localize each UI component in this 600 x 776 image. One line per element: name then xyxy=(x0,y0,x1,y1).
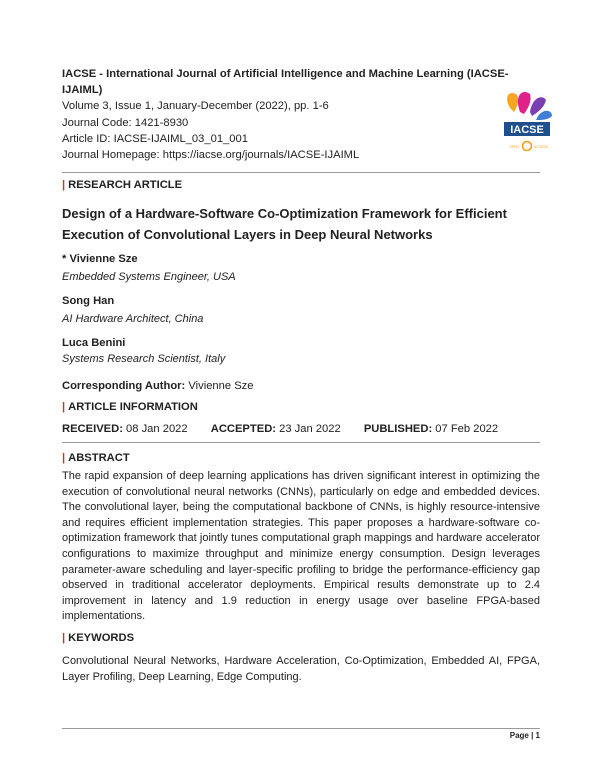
author-name: Song Han xyxy=(62,295,115,307)
author-affiliation: Systems Research Scientist, Italy xyxy=(62,353,226,365)
received-date: RECEIVED: 08 Jan 2022 xyxy=(62,423,188,435)
journal-header xyxy=(62,66,540,163)
article-dates xyxy=(62,423,540,435)
logo-text: IACSE xyxy=(510,124,544,136)
iacse-logo xyxy=(500,86,554,156)
accepted-date: ACCEPTED: 23 Jan 2022 xyxy=(210,423,341,435)
svg-text:ACCESS: ACCESS xyxy=(534,145,548,149)
author-affiliation: Embedded Systems Engineer, USA xyxy=(62,271,236,283)
header-divider xyxy=(62,172,540,173)
journal-homepage[interactable]: Journal Homepage: https://iacse.org/journals/IACSE-IJAIML xyxy=(62,149,360,162)
svg-text:OPEN: OPEN xyxy=(509,145,519,149)
abstract-text: The rapid expansion of deep learning applications has driven significant interest in optimizing the execution of convolutional neural networks (CNNs), particularly on edge and embedded devices. The convolutional layer, being the computational backbone of CNNs, is highly resource-intensive and requires efficient implementation strategies. This paper proposes a hardware-software co-optimization framework that jointly tunes computational graph mappings and hardware accelerator configurations to maximize throughput and minimize energy consumption. Design leverages parameter-aware scheduling and layer-specific profiling to bridge the performance-efficiency gap observed in traditional accelerator deployments. Empirical results demonstrate up to 2.4 improvement in latency and 1.9 reduction in energy usage over baseline FPGA-based implementations. xyxy=(62,470,540,623)
journal-title: IACSE - International Journal of Artificial Intelligence and Machine Learning (IACSE-IJAIML) xyxy=(62,68,509,97)
author-name: * Vivienne Sze xyxy=(62,253,138,265)
info-divider xyxy=(62,442,540,443)
author-affiliation: AI Hardware Architect, China xyxy=(62,313,204,325)
article-info-heading: | ARTICLE INFORMATION xyxy=(62,401,198,413)
journal-code: Journal Code: 1421-8930 xyxy=(62,116,189,129)
article-id: Article ID: IACSE-IJAIML_03_01_001 xyxy=(62,132,248,145)
keywords-heading: | KEYWORDS xyxy=(62,632,135,644)
page-number: Page | 1 xyxy=(509,731,540,740)
footer-divider xyxy=(62,728,540,729)
paper-title: Design of a Hardware-Software Co-Optimization Framework for Efficient Execution of Convolutional Layers in Deep Neural Networks xyxy=(62,206,507,242)
author-name: Luca Benini xyxy=(62,337,126,349)
keywords-text: Convolutional Neural Networks, Hardware Acceleration, Co-Optimization, Embedded AI, FPGA, Layer Profiling, Deep Learning, Edge Computing. xyxy=(62,655,540,683)
published-date: PUBLISHED: 07 Feb 2022 xyxy=(363,423,499,435)
volume-info: Volume 3, Issue 1, January-December (2022), pp. 1-6 xyxy=(62,100,329,113)
article-type-heading: | RESEARCH ARTICLE xyxy=(62,179,183,191)
abstract-heading: | ABSTRACT xyxy=(62,452,130,464)
corresponding-author: Corresponding Author: Vivienne Sze xyxy=(62,380,254,392)
